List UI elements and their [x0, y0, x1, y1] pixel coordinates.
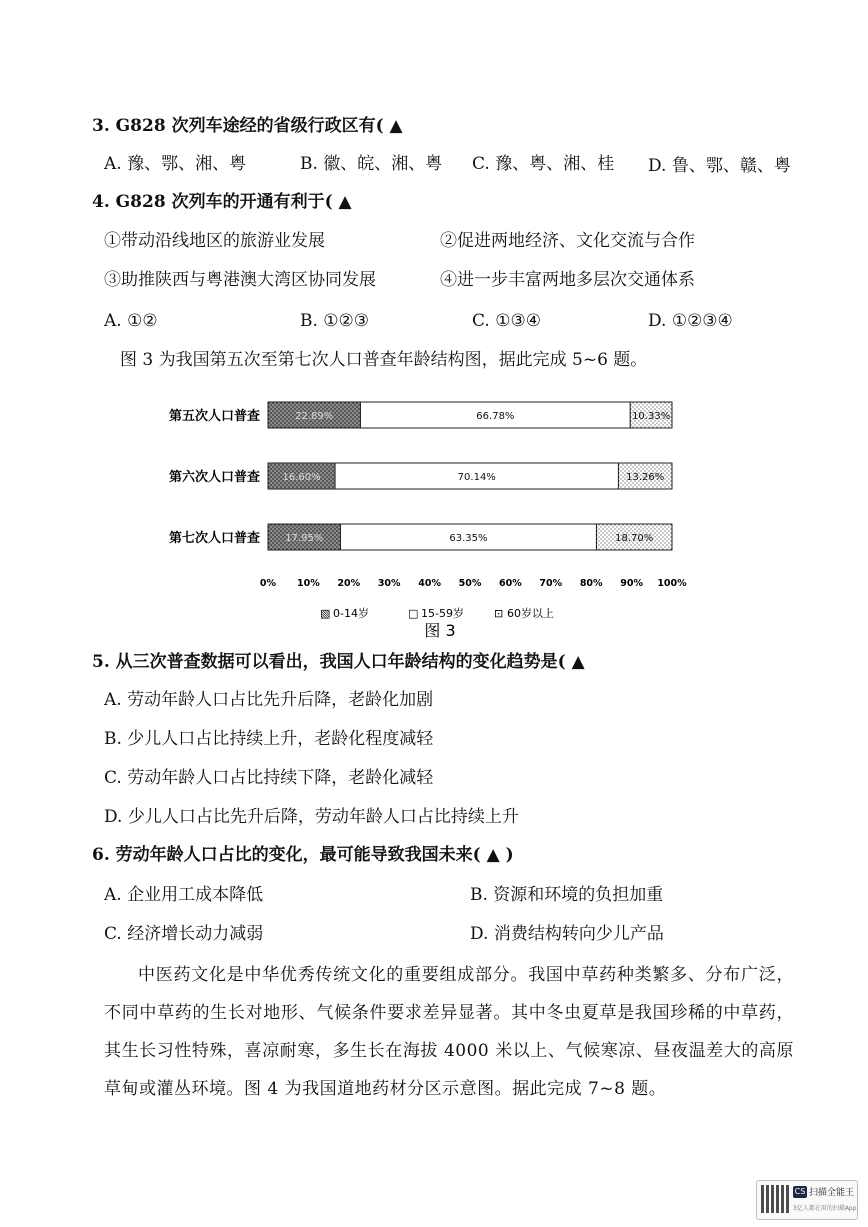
q4-option-a: A. ①②	[104, 311, 158, 331]
data-label: 10.33%	[632, 411, 671, 422]
legend-entry: 15-59岁	[421, 607, 464, 620]
question-4-stem: 4. G828 次列车的开通有利于( ▲	[92, 192, 352, 212]
legend-marker: □	[408, 607, 419, 620]
category-label: 第六次人口普查	[168, 470, 260, 485]
x-tick-label: 30%	[377, 578, 401, 589]
q4-item-2: ②促进两地经济、文化交流与合作	[440, 231, 695, 251]
question-3-stem: 3. G828 次列车途经的省级行政区有( ▲	[92, 116, 403, 136]
q3-option-b: B. 徽、皖、湘、粤	[300, 154, 443, 174]
x-tick-label: 60%	[499, 578, 522, 589]
x-tick-label: 90%	[620, 578, 643, 589]
x-tick-label: 20%	[337, 578, 361, 589]
chart-intro: 图 3 为我国第五次至第七次人口普查年龄结构图，据此完成 5~6 题。	[120, 350, 648, 370]
x-tick-label: 80%	[579, 578, 603, 589]
q4-item-1: ①带动沿线地区的旅游业发展	[104, 231, 325, 251]
q5-option-d: D. 少儿人口占比先升后降，劳动年龄人口占比持续上升	[104, 807, 519, 827]
q4-option-d: D. ①②③④	[648, 311, 733, 331]
x-tick-label: 40%	[418, 578, 441, 589]
x-tick-label: 0%	[259, 578, 277, 589]
data-label: 16.60%	[282, 472, 321, 483]
x-tick-label: 10%	[297, 578, 320, 589]
category-label: 第五次人口普查	[168, 409, 260, 424]
q5-option-b: B. 少儿人口占比持续上升，老龄化程度减轻	[104, 729, 434, 749]
q6-option-c: C. 经济增长动力减弱	[104, 924, 264, 944]
legend-marker: ▧	[320, 607, 331, 620]
question-6-stem: 6. 劳动年龄人口占比的变化，最可能导致我国未来( ▲ )	[92, 845, 514, 865]
q6-option-a: A. 企业用工成本降低	[104, 885, 264, 905]
q3-option-d: D. 鲁、鄂、赣、粤	[648, 156, 791, 176]
data-label: 66.78%	[476, 411, 515, 422]
q6-option-b: B. 资源和环境的负担加重	[470, 885, 664, 905]
question-5-stem: 5. 从三次普查数据可以看出，我国人口年龄结构的变化趋势是( ▲	[92, 652, 585, 672]
legend-marker: ⊡	[494, 607, 504, 620]
data-label: 70.14%	[457, 472, 496, 483]
legend-entry: 0-14岁	[333, 607, 369, 620]
legend-entry: 60岁以上	[507, 607, 554, 620]
x-tick-label: 100%	[657, 578, 687, 589]
data-label: 17.95%	[285, 533, 324, 544]
passage-text: 中医药文化是中华优秀传统文化的重要组成部分。我国中草药种类繁多、分布广泛，不同中草药的生长对地形、气候条件要求差异显著。其中冬虫夏草是我国珍稀的中草药，其生长习性特殊，喜凉耐寒，多生长在海拔 4000 米以上、气候寒凉、昼夜温差大的高原草甸或灌丛环境。图 4 为我国道地药材分区示意图。据此完成 7~8 题。	[104, 965, 794, 1099]
cs-logo-icon: CS	[794, 1187, 806, 1196]
category-label: 第七次人口普查	[168, 531, 260, 546]
q3-option-a: A. 豫、鄂、湘、粤	[104, 154, 247, 174]
qr-code-icon	[761, 1185, 789, 1213]
scanner-app-tagline: 3亿人都在用的扫描App	[793, 1205, 857, 1212]
q4-option-b: B. ①②③	[300, 311, 370, 331]
chart-caption: 图 3	[424, 621, 456, 638]
x-tick-label: 70%	[539, 578, 563, 589]
data-label: 63.35%	[449, 533, 488, 544]
q4-option-c: C. ①③④	[472, 311, 541, 331]
data-label: 22.89%	[295, 411, 334, 422]
x-tick-label: 50%	[458, 578, 482, 589]
data-label: 18.70%	[615, 533, 654, 544]
q4-item-3: ③助推陕西与粤港澳大湾区协同发展	[104, 270, 376, 290]
scanner-watermark	[756, 1180, 858, 1220]
age-structure-chart	[150, 388, 690, 638]
q6-option-d: D. 消费结构转向少儿产品	[470, 924, 664, 944]
data-label: 13.26%	[626, 472, 665, 483]
q4-item-4: ④进一步丰富两地多层次交通体系	[440, 270, 695, 290]
q5-option-a: A. 劳动年龄人口占比先升后降，老龄化加剧	[104, 690, 434, 710]
q3-option-c: C. 豫、粤、湘、桂	[472, 154, 615, 174]
scanner-app-name: 扫描全能王	[809, 1188, 855, 1198]
q5-option-c: C. 劳动年龄人口占比持续下降，老龄化减轻	[104, 768, 434, 788]
